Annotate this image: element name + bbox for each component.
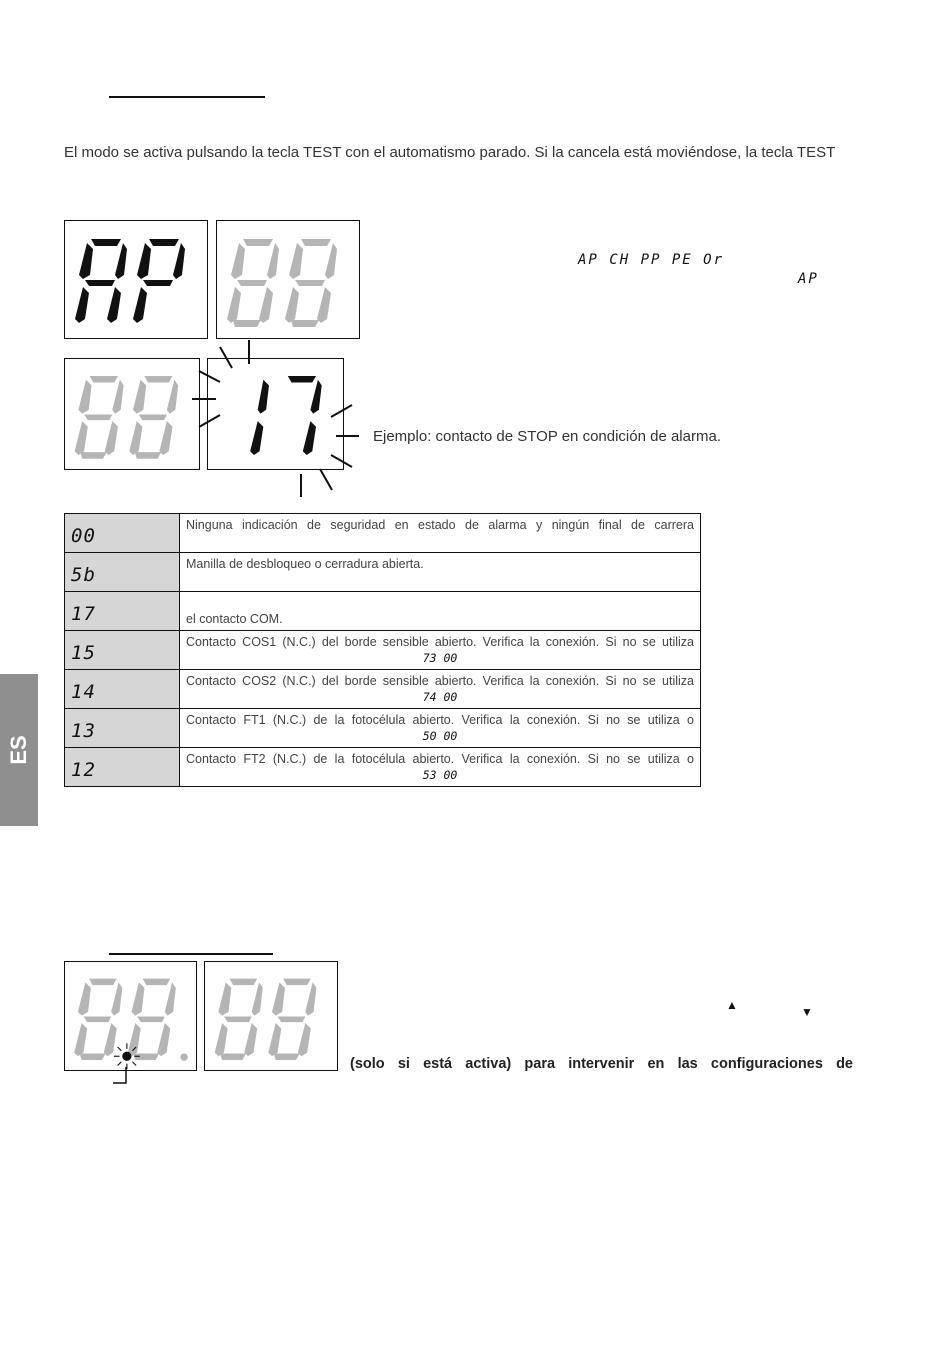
description-line: Contacto FT2 (N.C.) de la fotocélula abierto. Verifica la conexión. Si no se utiliza o [186,752,694,766]
alarm-codes-table [64,513,701,787]
code-cell: 15 [65,631,180,670]
table-row [65,670,701,709]
seven-seg-88-dot [65,962,198,1072]
table-row [65,631,701,670]
seven-seg-ap [65,221,209,340]
display-panel-ap [64,220,208,339]
mode-codes: AP CH PP PE Or [578,252,725,268]
description-cell [180,709,701,748]
dot-pointer-line [110,1066,135,1086]
description-line: Ninguna indicación de seguridad en estado de alarma y ningún final de carrera [186,518,694,532]
description-code: 73 00 [422,651,458,665]
description-code: 74 00 [422,690,458,704]
section-heading-rule-2 [109,953,273,955]
table-row [65,553,701,592]
table-row [65,748,701,787]
description-line: Contacto FT1 (N.C.) de la fotocélula abierto. Verifica la conexión. Si no se utiliza o [186,713,694,727]
description-cell [180,592,701,631]
display-panel-88-top [216,220,360,339]
mode-code-example: AP [798,271,819,287]
seven-seg-88-inactive-2 [65,359,201,471]
description-cell [180,748,701,787]
code-cell: 17 [65,592,180,631]
arrow-up-icon: ▲ [726,998,738,1012]
description-cell [180,514,701,553]
example-caption: Ejemplo: contacto de STOP en condición de alarma. [373,428,721,445]
arrow-down-icon: ▼ [801,1005,813,1019]
table-row [65,709,701,748]
code-cell: 5b [65,553,180,592]
display-panel-bottom-left [64,961,197,1071]
language-tab [0,674,38,826]
description-line: Contacto COS2 (N.C.) del borde sensible abierto. Verifica la conexión. Si no se utiliza [186,674,694,688]
code-cell: 12 [65,748,180,787]
description-code: 53 00 [422,768,458,782]
language-tab-label: ES [6,735,31,765]
description-line: Contacto COS1 (N.C.) del borde sensible abierto. Verifica la conexión. Si no se utiliza [186,635,694,649]
section-heading-rule [109,96,265,98]
description-cell [180,670,701,709]
blink-rays [190,335,360,500]
seven-seg-88-inactive [217,221,361,340]
description-line: Manilla de desbloqueo o cerradura abierta. [186,557,424,571]
description-code: 50 00 [422,729,458,743]
table-row [65,592,701,631]
bottom-instruction-text: (solo si está activa) para intervenir en las configuraciones de [350,1056,853,1072]
description-cell [180,553,701,592]
description-line: el contacto COM. [186,612,283,626]
display-panel-bottom-right [204,961,338,1071]
intro-text: El modo se activa pulsando la tecla TEST con el automatismo parado. Si la cancela está moviéndose, la tecla TEST [64,144,836,161]
code-cell: 14 [65,670,180,709]
seven-seg-88-inactive-3 [205,962,339,1072]
table-row [65,514,701,553]
display-panel-88-left [64,358,200,470]
code-cell: 00 [65,514,180,553]
description-cell [180,631,701,670]
code-cell: 13 [65,709,180,748]
